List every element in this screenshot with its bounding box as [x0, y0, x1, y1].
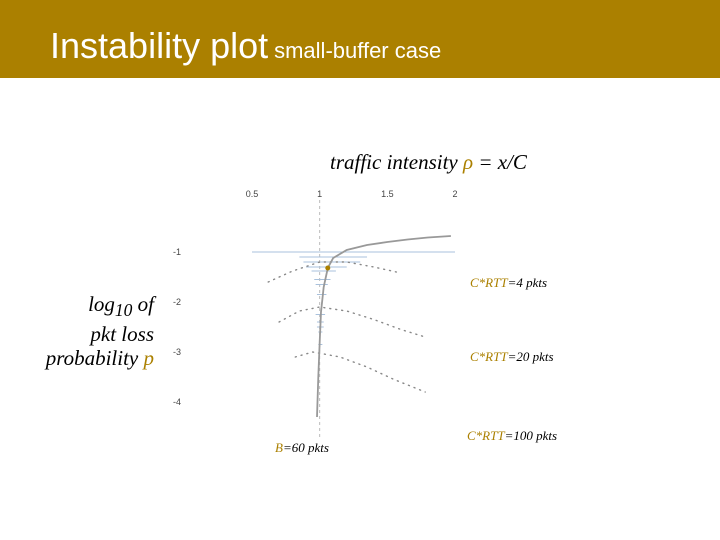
x-tick-label: 0.5 — [245, 189, 259, 199]
series-line — [317, 236, 451, 417]
x-tick-label: 1 — [317, 189, 323, 199]
y-axis-label-of: of — [132, 292, 154, 316]
x-axis-label-symbol: ρ — [462, 150, 474, 174]
series-line — [279, 307, 425, 337]
series-label-var: C*RTT — [470, 349, 508, 364]
series-label-var: C*RTT — [467, 428, 505, 443]
y-axis-label-var: p — [143, 346, 154, 371]
y-tick-label: -3 — [172, 347, 181, 357]
x-tick-label: 2 — [452, 189, 458, 199]
title-subtitle: small-buffer case — [274, 38, 442, 63]
x-tick-label: 1.5 — [381, 189, 394, 199]
y-tick-label: -2 — [172, 297, 181, 307]
x-axis-label-suffix: = x/C — [473, 150, 527, 174]
y-axis-label-line3: probability — [45, 346, 144, 371]
y-axis-label-log: log — [88, 292, 115, 316]
series-label-var: C*RTT — [470, 275, 508, 290]
y-tick-label: -1 — [172, 247, 181, 257]
y-tick-label: -4 — [172, 397, 181, 407]
series-label-rest: =4 pkts — [507, 275, 548, 290]
series-label-rest: =100 pkts — [504, 428, 558, 443]
highlight-point — [325, 266, 330, 271]
series-label-var: B — [275, 440, 283, 455]
x-axis-label-prefix: traffic intensity — [330, 150, 463, 174]
y-axis-label-sub: 10 — [114, 300, 133, 321]
series-line — [295, 352, 425, 392]
series-label-rest: =20 pkts — [507, 349, 554, 364]
title-text: Instability plot — [50, 25, 269, 66]
series-label-rest: =60 pkts — [282, 440, 329, 455]
series-line — [268, 262, 401, 282]
y-axis-label-line2: pkt loss — [90, 322, 154, 347]
